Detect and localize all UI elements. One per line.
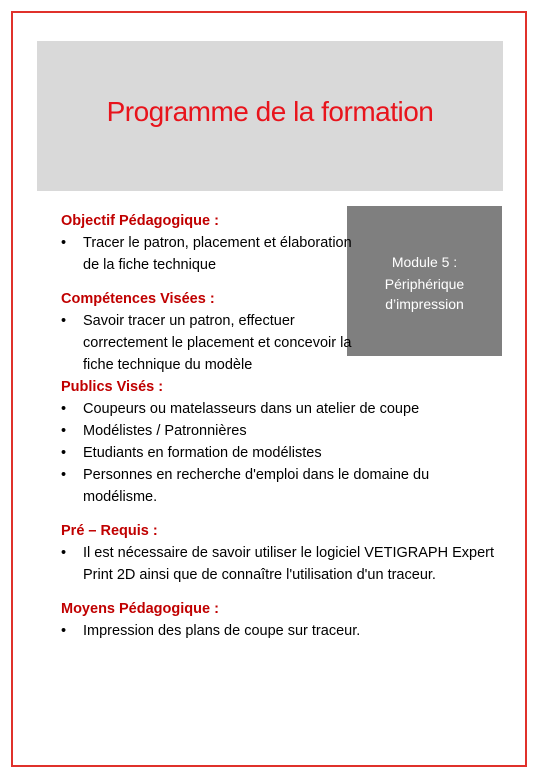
- publics-item-text: Modélistes / Patronnières: [83, 423, 247, 439]
- bullet-icon: •: [61, 623, 67, 639]
- prerequis-item: [61, 542, 501, 586]
- objectif-item: [61, 232, 353, 276]
- publics-item-text: Coupeurs ou matelasseurs dans un atelier de coupe: [83, 401, 420, 417]
- module-name-line2: d’impression: [385, 296, 464, 312]
- competences-item: [61, 310, 353, 376]
- publics-item: [61, 464, 501, 508]
- publics-item: [61, 442, 501, 464]
- publics-item-text: Etudiants en formation de modélistes: [83, 445, 322, 461]
- prerequis-item-text: Il est nécessaire de savoir utiliser le logiciel VETIGRAPH Expert Print 2D ainsi que de connaître l'utilisation d'un traceur.: [83, 545, 494, 583]
- bullet-icon: •: [61, 235, 67, 251]
- objectif-title: Objectif Pédagogique :: [61, 213, 219, 229]
- moyens-item-text: Impression des plans de coupe sur traceur.: [83, 623, 361, 639]
- publics-item: [61, 420, 501, 442]
- bullet-icon: •: [61, 445, 67, 461]
- publics-title: Publics Visés :: [61, 379, 164, 395]
- module-name-line1: Périphérique: [384, 276, 465, 292]
- title-banner: [37, 41, 503, 191]
- program-content: [61, 210, 501, 642]
- objectif-item-text: Tracer le patron, placement et élaboration de la fiche technique: [83, 235, 352, 273]
- bullet-icon: •: [61, 545, 67, 561]
- module-number: Module 5 :: [391, 254, 458, 270]
- page-title: Programme de la formation: [106, 96, 434, 127]
- bullet-icon: •: [61, 423, 67, 439]
- competences-title: Compétences Visées :: [61, 291, 215, 307]
- moyens-item: [61, 620, 501, 642]
- bullet-icon: •: [61, 401, 67, 417]
- bullet-icon: •: [61, 467, 67, 483]
- prerequis-title: Pré – Requis :: [61, 523, 158, 539]
- publics-item-text: Personnes en recherche d'emploi dans le domaine du modélisme.: [83, 467, 430, 505]
- moyens-title: Moyens Pédagogique :: [61, 601, 219, 617]
- publics-item: [61, 398, 501, 420]
- competences-item-text: Savoir tracer un patron, effectuer correctement le placement et concevoir la fiche technique du modèle: [83, 313, 352, 373]
- bullet-icon: •: [61, 313, 67, 329]
